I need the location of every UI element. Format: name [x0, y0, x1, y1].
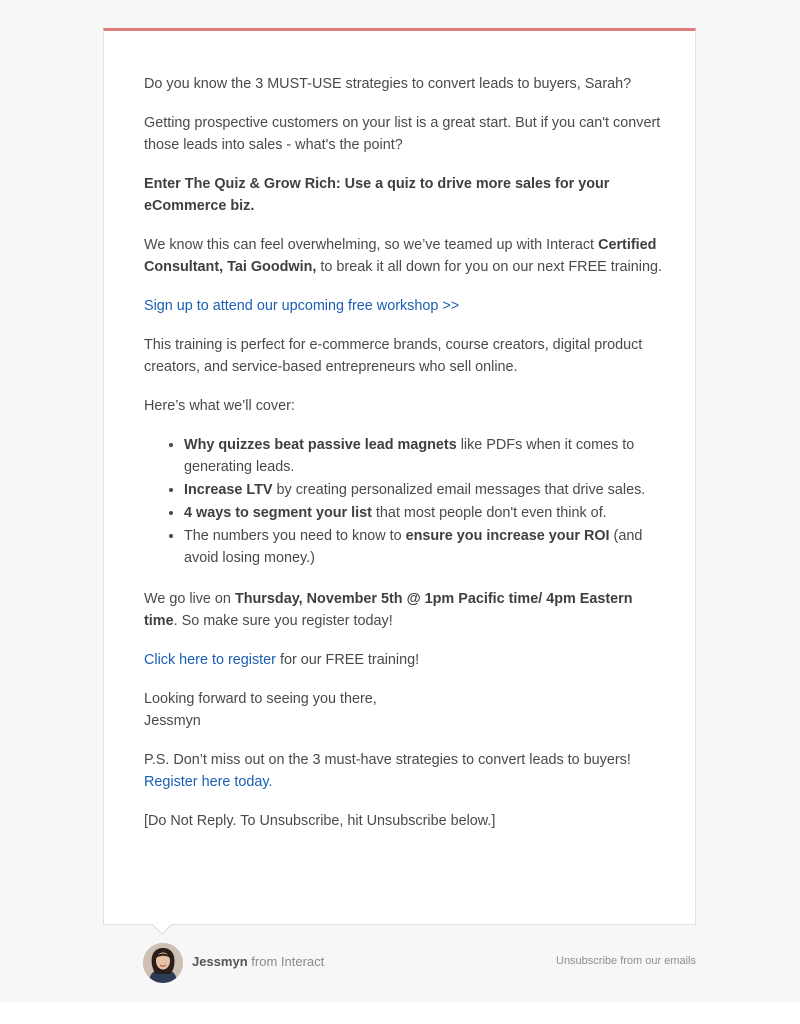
list-item	[184, 434, 664, 478]
email-card	[103, 28, 696, 925]
sender-name: Jessmyn	[192, 954, 248, 969]
paragraph-2-c: to break it all down for you on our next FREE training.	[316, 259, 662, 275]
closing-text: Looking forward to seeing you there,	[144, 691, 377, 707]
list-item-bold: ensure you increase your ROI	[405, 528, 610, 544]
live-date: Thursday, November 5th @ 1pm Pacific time/ 4pm Eastern time	[144, 591, 633, 629]
list-item-text: that most people don't even think of.	[371, 505, 607, 521]
headline-text: Enter The Quiz & Grow Rich: Use a quiz to drive more sales for your eCommerce biz.	[144, 176, 610, 214]
avatar	[143, 943, 183, 983]
email-footer	[103, 942, 696, 984]
register-paragraph	[144, 649, 664, 671]
ps-text: P.S. Don’t miss out on the 3 must-have strategies to convert leads to buyers!	[144, 752, 631, 768]
list-item	[184, 502, 664, 524]
ps-register-link[interactable]: Register here today.	[144, 774, 273, 790]
bottom-bar	[0, 1002, 800, 1024]
list-item-bold: Increase LTV	[184, 482, 273, 498]
intro-text: Do you know the 3 MUST-USE strategies to convert leads to buyers, Sarah?	[144, 76, 632, 92]
live-c: . So make sure you register today!	[173, 613, 393, 629]
email-body	[144, 73, 664, 849]
sender-line	[192, 954, 324, 969]
sender-org: from Interact	[247, 954, 325, 969]
ps-paragraph	[144, 749, 664, 793]
avatar-portrait-icon	[143, 943, 183, 983]
list-item-text: (and avoid losing money.)	[184, 528, 643, 566]
list-item-text: like PDFs when it comes to generating leads.	[184, 437, 635, 475]
list-item-bold: Why quizzes beat passive lead magnets	[184, 437, 457, 453]
paragraph-2	[144, 234, 664, 278]
paragraph-1: Getting prospective customers on your list is a great start. But if you can't convert those leads into sales - what's the point?	[144, 115, 661, 153]
closing-paragraph	[144, 688, 664, 732]
unsubscribe-link[interactable]: Unsubscribe from our emails	[556, 955, 696, 967]
list-item	[184, 479, 664, 501]
cover-intro: Here’s what we’ll cover:	[144, 398, 295, 414]
register-rest: for our FREE training!	[275, 652, 420, 668]
disclaimer: [Do Not Reply. To Unsubscribe, hit Unsubscribe below.]	[144, 813, 496, 829]
live-paragraph	[144, 588, 664, 632]
topics-list	[144, 434, 664, 569]
list-item-text: by creating personalized email messages that drive sales.	[272, 482, 646, 498]
paragraph-2-a: We know this can feel overwhelming, so we’ve teamed up with Interact	[144, 237, 599, 253]
signup-link[interactable]: Sign up to attend our upcoming free workshop >>	[144, 298, 460, 314]
live-a: We go live on	[144, 591, 235, 607]
signature: Jessmyn	[144, 713, 201, 729]
headline	[144, 173, 664, 217]
register-link[interactable]: Click here to register	[144, 652, 276, 668]
list-item	[184, 525, 664, 569]
speech-pointer	[151, 924, 173, 935]
list-item-bold: 4 ways to segment your list	[184, 505, 372, 521]
signup-paragraph	[144, 295, 664, 317]
paragraph-2-b: Certified Consultant, Tai Goodwin,	[144, 237, 657, 275]
list-item-pre: The numbers you need to know to	[184, 528, 406, 544]
paragraph-3: This training is perfect for e-commerce brands, course creators, digital product creators, and service-based entrepreneurs who sell online.	[144, 337, 643, 375]
